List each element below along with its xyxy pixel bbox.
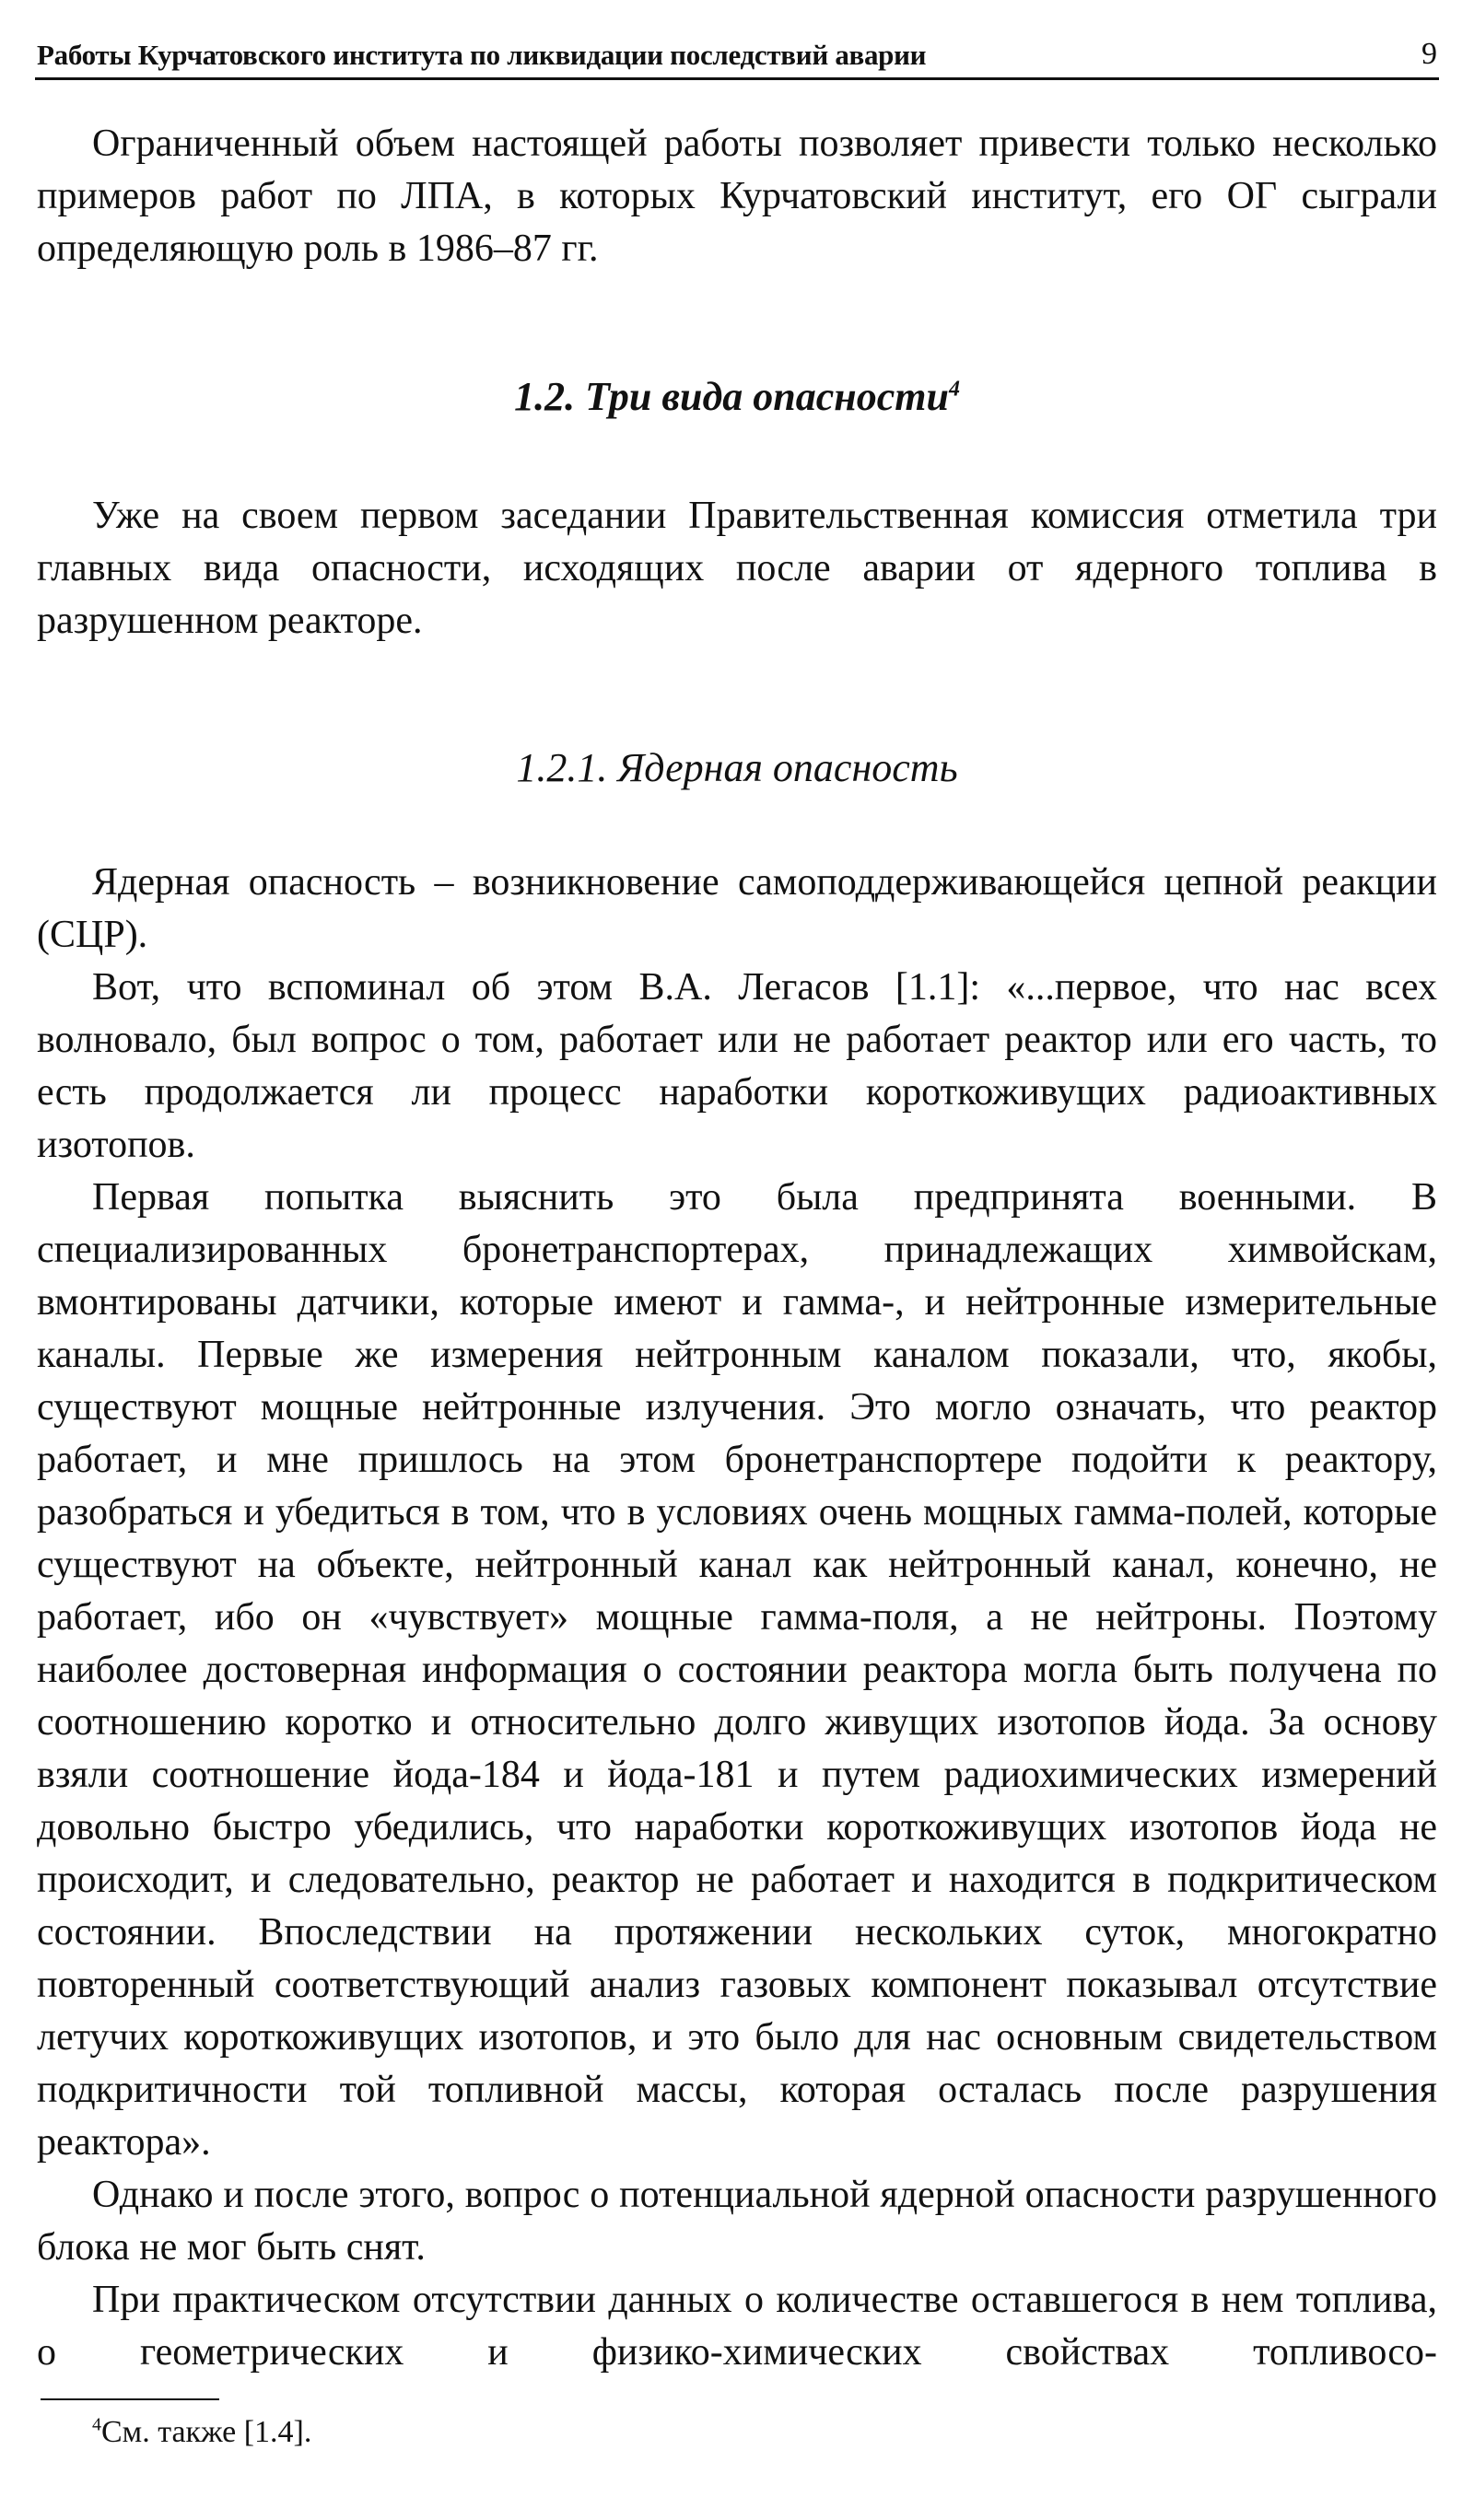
paragraph: Однако и после этого, вопрос о потенциальной ядерной опасности разрушенного блока не мог быть снят. bbox=[37, 2174, 1437, 2269]
paragraph: Вот, что вспоминал об этом В.А. Легасов [1.1]: «...первое, что нас всех волновало, был вопрос о том, работает или не работает реактор или его часть, то есть продолжается ли процесс наработки короткоживущих радиоактивных изотопов. bbox=[37, 966, 1437, 1166]
paragraph: Ядерная опасность – возникновение самоподдерживающейся цепной реакции (СЦР). bbox=[37, 861, 1437, 956]
section-heading-1-2-1 bbox=[37, 744, 1437, 791]
intro-block bbox=[37, 118, 1437, 275]
section-1-2-block bbox=[37, 490, 1437, 648]
section-1-2-1-block bbox=[37, 857, 1437, 2379]
running-header bbox=[37, 26, 1437, 72]
running-header-title: Работы Курчатовского института по ликвидации последствий аварии bbox=[37, 39, 927, 71]
section-heading-1-2 bbox=[37, 373, 1437, 420]
page-number: 9 bbox=[1421, 37, 1437, 71]
header-rule bbox=[35, 77, 1439, 80]
section-heading-1-2-1-text: 1.2.1. Ядерная опасность bbox=[516, 745, 958, 790]
footnote-marker: 4 bbox=[92, 2414, 101, 2435]
paragraph: Первая попытка выяснить это была предпринята военными. В специализированных бронетранспортерах, принадлежащих химвойскам, вмонтированы датчики, которые имеют и гамма-, и нейтронные измерительные каналы. Первые же измерения нейтронным каналом показали, что, якобы, существуют мощные нейтронные излучения. Это могло означать, что реактор работает, и мне пришлось на этом бронетранспортере подойти к реактору, разобраться и убедиться в том, что в условиях очень мощных гамма-полей, которые существуют на объекте, нейтронный канал как нейтронный канал, конечно, не работает, ибо он «чувствует» мощные гамма-поля, а не нейтроны. Поэтому наиболее достоверная информация о состоянии реактора могла быть получена по соотношению коротко и относительно долго живущих изотопов йода. За основу взяли соотношение йода-184 и йода-181 и путем радиохимических измерений довольно быстро убедились, что наработки короткоживущих изотопов йода не происходит, и следовательно, реактор не работает и находится в подкритическом состоянии. Впоследствии на протяжении нескольких суток, многократно повторенный соответствующий анализ газовых компонент показывал отсутствие летучих короткоживущих изотопов, и это было для нас основным свидетельством подкритичности той топливной массы, которая осталась после разрушения реактора». bbox=[37, 1176, 1437, 2164]
paragraph: При практическом отсутствии данных о количестве оставшегося в нем топлива, о геометрических и физико-химических свойствах топливосо- bbox=[37, 2279, 1437, 2374]
footnote bbox=[92, 2415, 311, 2450]
section-heading-1-2-text: 1.2. Три вида опасности bbox=[514, 374, 949, 419]
footnote-rule bbox=[41, 2398, 219, 2400]
section-1-2-paragraph: Уже на своем первом заседании Правительственная комиссия отметила три главных вида опасности, исходящих после аварии от ядерного топлива в разрушенном реакторе. bbox=[37, 495, 1437, 642]
footnote-text: См. также [1.4]. bbox=[101, 2415, 312, 2449]
footnote-reference: 4 bbox=[948, 377, 960, 402]
intro-paragraph: Ограниченный объем настоящей работы позволяет привести только несколько примеров работ по ЛПА, в которых Курчатовский институт, его ОГ сыграли определяющую роль в 1986–87 гг. bbox=[37, 122, 1437, 270]
